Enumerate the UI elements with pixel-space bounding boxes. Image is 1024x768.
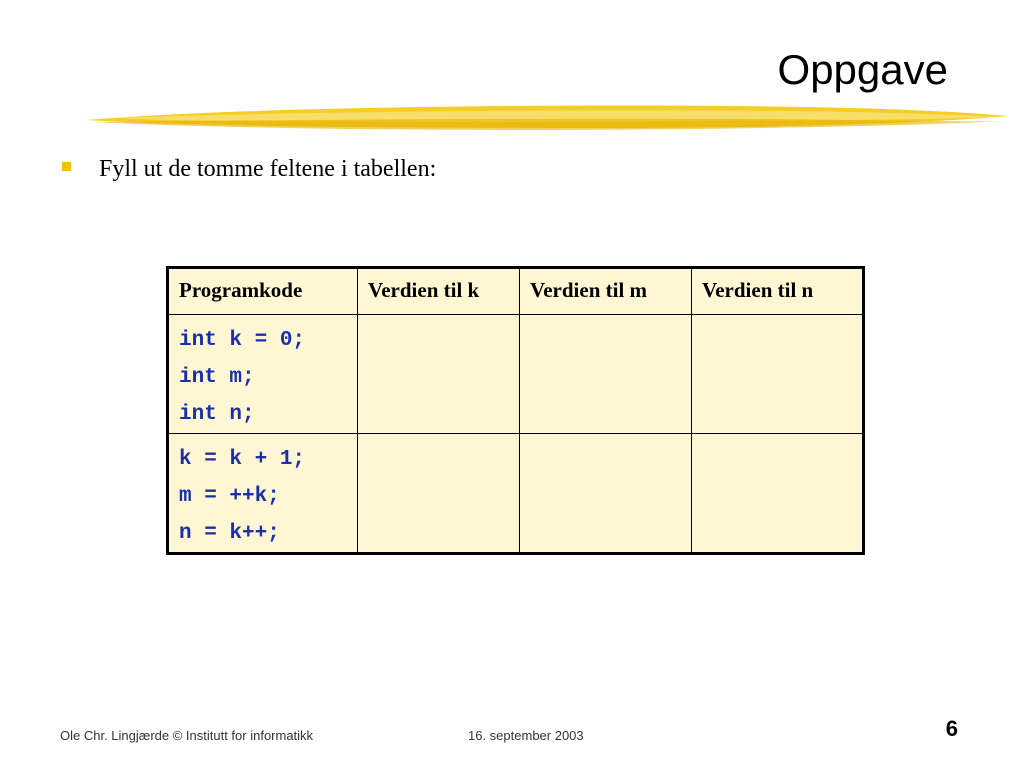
code-line: int k = 0; bbox=[179, 329, 306, 352]
code-cell bbox=[168, 315, 358, 434]
brush-stroke-divider bbox=[84, 100, 1010, 136]
table-header-row bbox=[168, 268, 864, 315]
exercise-table bbox=[166, 266, 865, 555]
header-verdien-k: Verdien til k bbox=[358, 268, 520, 315]
bullet-square-icon bbox=[62, 162, 71, 171]
value-n-cell bbox=[692, 434, 864, 554]
footer-date: 16. september 2003 bbox=[468, 728, 584, 743]
bullet-item bbox=[62, 156, 436, 183]
code-cell bbox=[168, 434, 358, 554]
value-m-cell bbox=[520, 315, 692, 434]
table-row bbox=[168, 434, 864, 554]
value-k-cell bbox=[358, 315, 520, 434]
value-n-cell bbox=[692, 315, 864, 434]
footer-author: Ole Chr. Lingjærde © Institutt for informatikk bbox=[60, 728, 314, 743]
page-number: 6 bbox=[945, 716, 958, 741]
table-row bbox=[168, 315, 864, 434]
value-m-cell bbox=[520, 434, 692, 554]
header-verdien-m: Verdien til m bbox=[520, 268, 692, 315]
bullet-text: Fyll ut de tomme feltene i tabellen: bbox=[99, 156, 437, 182]
code-line: k = k + 1; bbox=[179, 448, 306, 471]
value-k-cell bbox=[358, 434, 520, 554]
code-line: m = ++k; bbox=[179, 485, 280, 508]
header-verdien-n: Verdien til n bbox=[692, 268, 864, 315]
header-programkode: Programkode bbox=[168, 268, 358, 315]
code-line: int n; bbox=[179, 403, 255, 426]
slide-title: Oppgave bbox=[777, 46, 948, 93]
code-line: n = k++; bbox=[179, 522, 280, 545]
code-line: int m; bbox=[179, 366, 255, 389]
